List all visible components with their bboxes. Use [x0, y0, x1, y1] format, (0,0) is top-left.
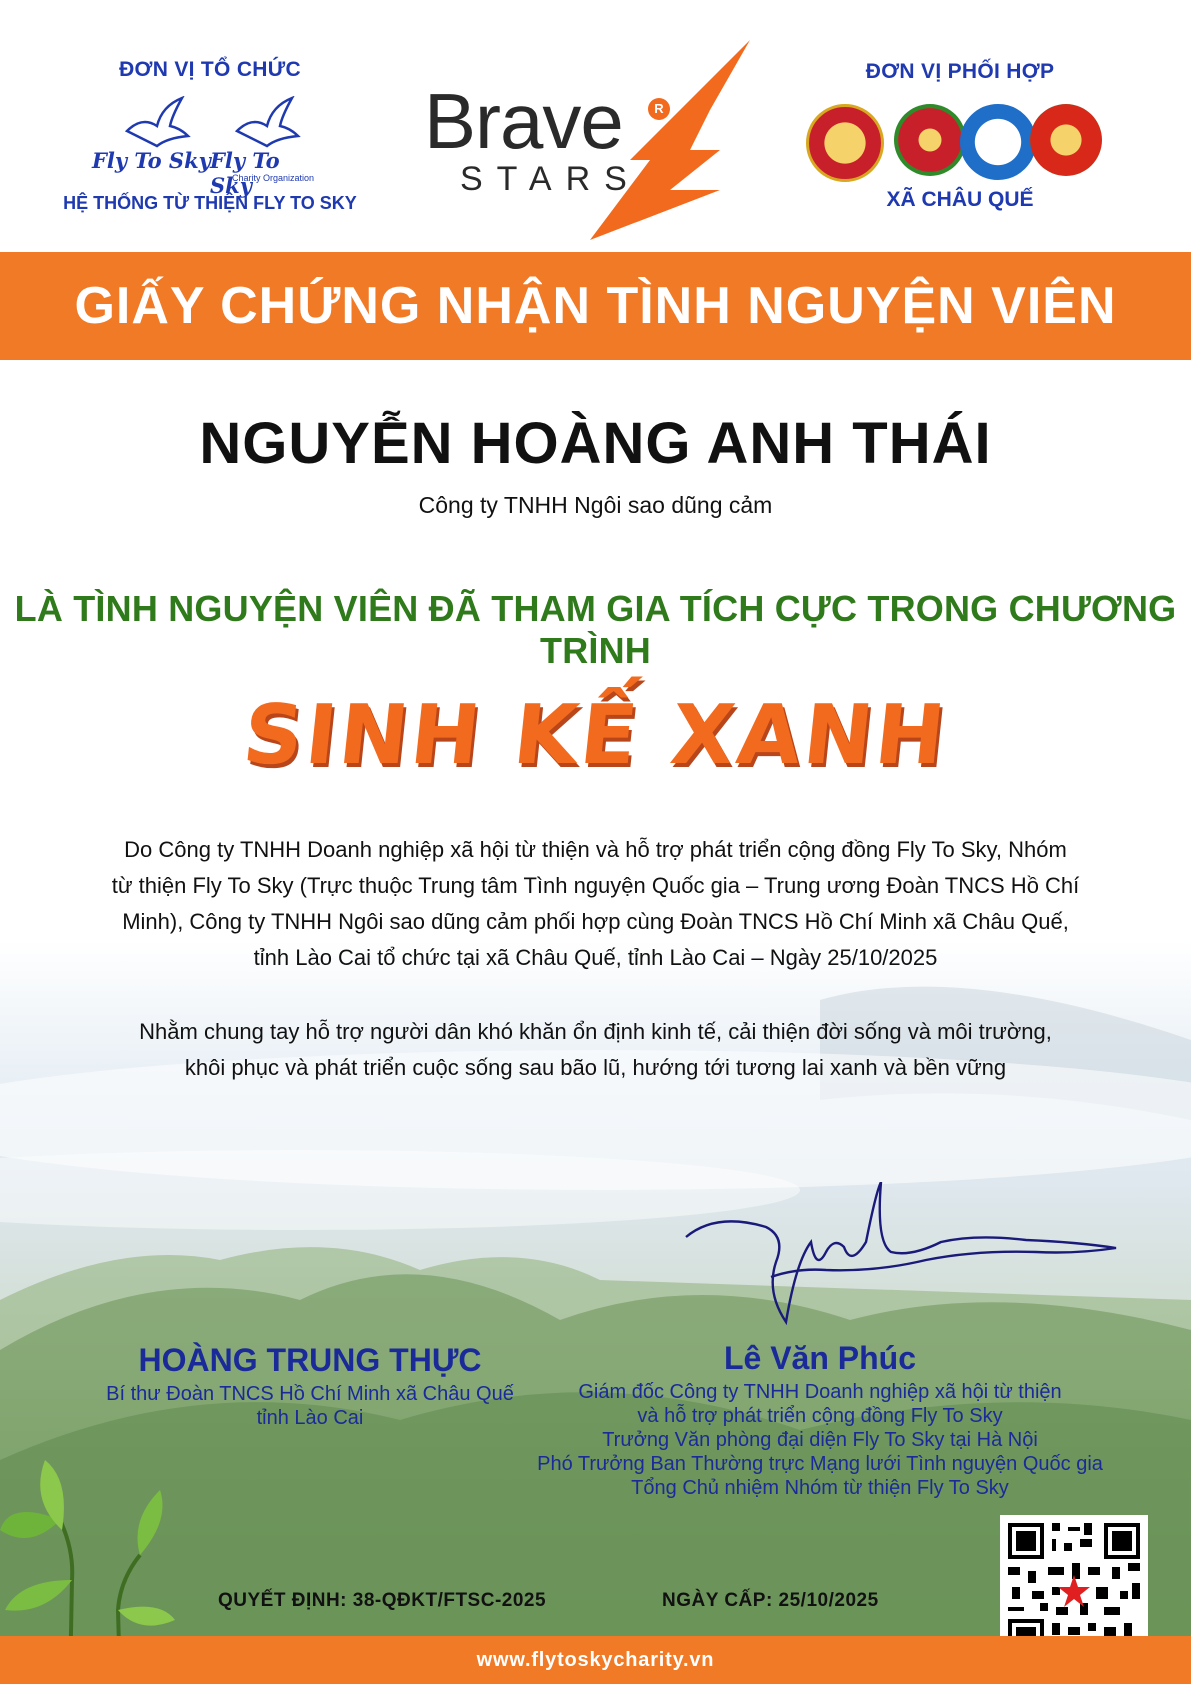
partner-heading: ĐƠN VỊ PHỐI HỢP: [865, 60, 1055, 83]
fly-to-sky-logo: [92, 96, 322, 198]
participation-statement: LÀ TÌNH NGUYỆN VIÊN ĐÃ THAM GIA TÍCH CỰC TRONG CHƯƠNG TRÌNH: [14, 588, 1177, 671]
left-signer-title-line: tỉnh Lào Cai: [256, 1407, 364, 1429]
pioneer-emblem-icon: [1030, 104, 1102, 176]
partner-caption: XÃ CHÂU QUẾ: [886, 188, 1034, 211]
organizer-heading: ĐƠN VỊ TỔ CHỨC: [119, 58, 301, 81]
purpose-line: Nhằm chung tay hỗ trợ người dân khó khăn ổn định kinh tế, cải thiện đời sống và môi trường,: [139, 1019, 1052, 1044]
certificate-title: GIẤY CHỨNG NHẬN TÌNH NGUYỆN VIÊN: [74, 277, 1117, 335]
registered-mark: R: [648, 98, 670, 120]
purpose-paragraph: [40, 1014, 1151, 1086]
recipient-company: Công ty TNHH Ngôi sao dũng cảm: [418, 492, 773, 518]
footer-bar: [0, 1636, 1191, 1684]
description-line: Minh), Công ty TNHH Ngôi sao dũng cảm phối hợp cùng Đoàn TNCS Hồ Chí Minh xã Châu Quế,: [122, 909, 1069, 934]
dove-icon: [232, 96, 302, 156]
dove-icon: [122, 96, 192, 156]
right-signer-name: Lê Văn Phúc: [723, 1340, 917, 1376]
logo-text-1: Fly To Sky: [92, 148, 211, 173]
brand-name: Brave: [424, 77, 623, 165]
front-emblem-icon: [806, 104, 884, 182]
title-banner: [0, 252, 1191, 360]
youth-union-emblem-icon: [894, 104, 966, 176]
description-line: Do Công ty TNHH Doanh nghiệp xã hội từ thiện và hỗ trợ phát triển cộng đồng Fly To Sky, Nhóm: [124, 837, 1067, 862]
website-link[interactable]: www.flytoskycharity.vn: [476, 1648, 715, 1671]
left-signer-title-line: Bí thư Đoàn TNCS Hồ Chí Minh xã Châu Quế: [106, 1383, 514, 1405]
right-signer-titles: [510, 1380, 1130, 1500]
right-signer-title-line: Giám đốc Công ty TNHH Doanh nghiệp xã hội từ thiện: [578, 1381, 1062, 1403]
brave-stars-logo: [420, 40, 760, 240]
description-paragraph: [40, 832, 1151, 976]
program-name: SINH KẾ XANH: [238, 688, 953, 783]
right-signer-title-line: và hỗ trợ phát triển cộng đồng Fly To Sky: [637, 1405, 1003, 1427]
right-signer-title-line: Phó Trưởng Ban Thường trực Mạng lưới Tình nguyện Quốc gia: [537, 1453, 1103, 1475]
purpose-line: khôi phục và phát triển cuộc sống sau bão lũ, hướng tới tương lai xanh và bền vững: [184, 1055, 1007, 1080]
description-line: từ thiện Fly To Sky (Trực thuộc Trung tâm Tình nguyện Quốc gia – Trung ương Đoàn TNCS Hồ Chí: [111, 873, 1080, 898]
brand-sub: STARS: [460, 160, 641, 198]
signature-image: [676, 1182, 1126, 1332]
left-signer-name: HOÀNG TRUNG THỰC: [138, 1342, 482, 1378]
logo-sub-2: Charity Organization: [232, 173, 315, 183]
youth-association-emblem-icon: [960, 104, 1036, 180]
organizer-caption: HỆ THỐNG TỪ THIỆN FLY TO SKY: [63, 193, 357, 213]
right-signer-title-line: Trưởng Văn phòng đại diện Fly To Sky tại Hà Nội: [602, 1429, 1038, 1451]
right-signer-title-line: Tổng Chủ nhiệm Nhóm từ thiện Fly To Sky: [631, 1477, 1009, 1499]
description-line: tỉnh Lào Cai tổ chức tại xã Châu Quế, tỉnh Lào Cai – Ngày 25/10/2025: [253, 945, 938, 970]
decision-number: QUYẾT ĐỊNH: 38-QĐKT/FTSC-2025: [218, 1590, 547, 1611]
issue-date: NGÀY CẤP: 25/10/2025: [662, 1590, 879, 1611]
left-signer-titles: [60, 1382, 560, 1430]
recipient-name: NGUYỄN HOÀNG ANH THÁI: [199, 411, 992, 476]
logo-text-2: Fly To Sky: [210, 148, 280, 198]
